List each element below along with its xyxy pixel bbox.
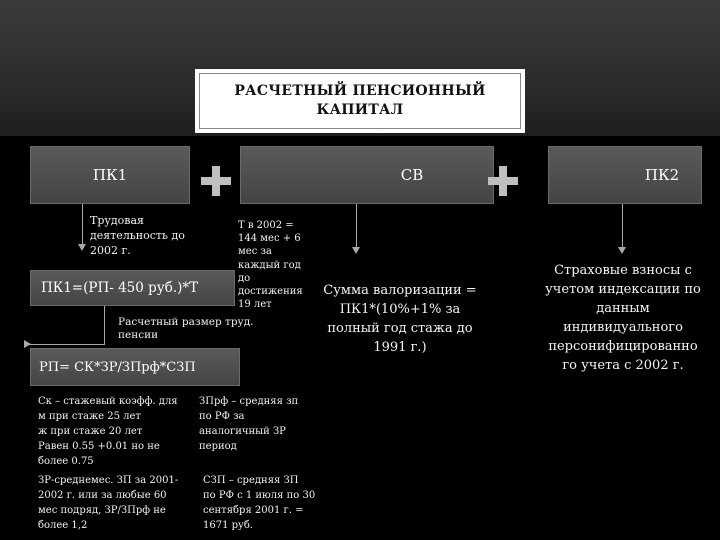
rp-formula: РП= СК*ЗР/ЗПрф*СЗП bbox=[39, 359, 196, 375]
sv-box bbox=[240, 146, 494, 204]
t-note-line: достижения bbox=[238, 286, 303, 298]
valorization-line: Сумма валоризации = bbox=[323, 283, 477, 298]
rp-formula-box bbox=[30, 348, 240, 386]
note-line: СЗП – средняя ЗП bbox=[203, 475, 299, 486]
note-line: период bbox=[199, 441, 237, 452]
sk-note bbox=[38, 394, 198, 469]
labor-line-1: Трудовая bbox=[90, 214, 144, 227]
insurance-line: данным bbox=[596, 301, 650, 316]
t-note-line: каждый год bbox=[238, 259, 301, 271]
labor-line-3: 2002 г. bbox=[90, 244, 131, 257]
plus-icon bbox=[488, 166, 518, 196]
arrow-down-icon bbox=[618, 247, 626, 254]
zr-note bbox=[38, 473, 198, 533]
insurance-line: индивидуального bbox=[563, 320, 683, 335]
note-line: ж при стаже 20 лет bbox=[38, 426, 143, 437]
calc-size-text bbox=[118, 316, 268, 342]
note-line: Ск – стажевый коэфф. для bbox=[38, 396, 178, 407]
plus-icon bbox=[201, 166, 231, 196]
connector bbox=[356, 204, 357, 248]
pk1-label: ПК1 bbox=[92, 166, 128, 184]
t-note-line: мес за bbox=[238, 246, 272, 258]
note-line: ЗР-среднемес. ЗП за 2001- bbox=[38, 475, 179, 486]
note-line: 2002 г. или за любые 60 bbox=[38, 490, 167, 501]
pk2-box bbox=[548, 146, 702, 204]
title-line-1: РАСЧЕТНЫЙ ПЕНСИОННЫЙ bbox=[234, 83, 486, 99]
valorization-line: ПК1*(10%+1% за bbox=[339, 302, 461, 317]
pk1-formula-box bbox=[30, 270, 235, 306]
insurance-line: учетом индексации по bbox=[545, 282, 701, 297]
connector bbox=[104, 306, 105, 344]
connector bbox=[24, 344, 105, 345]
t-note-line: 19 лет bbox=[238, 299, 272, 311]
labor-activity-text bbox=[90, 213, 210, 258]
insurance-line: персонифицированно bbox=[548, 339, 698, 354]
note-line: мес подряд, ЗР/ЗПрф не bbox=[38, 505, 166, 516]
note-line: сентября 2001 г. = bbox=[203, 505, 304, 516]
t-note-line: 144 мес + 6 bbox=[238, 233, 301, 245]
insurance-line: го учета с 2002 г. bbox=[562, 358, 684, 373]
valorization-text bbox=[300, 281, 500, 357]
note-line: м при стаже 25 лет bbox=[38, 411, 141, 422]
connector bbox=[622, 204, 623, 248]
note-line: ЗПрф – средняя зп bbox=[199, 396, 299, 407]
calc-size-line-2: пенсии bbox=[118, 329, 159, 341]
arrow-down-icon bbox=[352, 247, 360, 254]
title-line-2: КАПИТАЛ bbox=[316, 102, 404, 118]
t-note-line: Т в 2002 = bbox=[238, 220, 294, 231]
pk1-formula: ПК1=(РП- 450 руб.)*Т bbox=[41, 280, 199, 296]
insurance-text bbox=[528, 261, 718, 375]
valorization-line: 1991 г.) bbox=[373, 340, 427, 355]
labor-line-2: деятельность до bbox=[90, 229, 185, 242]
note-line: более 1,2 bbox=[38, 520, 88, 531]
pk1-box bbox=[30, 146, 190, 204]
connector bbox=[82, 204, 83, 246]
note-line: более 0.75 bbox=[38, 456, 94, 467]
valorization-line: полный год стажа до bbox=[327, 321, 473, 336]
note-line: аналогичный ЗР bbox=[199, 426, 286, 437]
arrow-down-icon bbox=[78, 244, 86, 251]
insurance-line: Страховые взносы с bbox=[554, 263, 692, 278]
t-note-line: до bbox=[238, 272, 251, 284]
note-line: Равен 0.55 +0.01 но не bbox=[38, 441, 160, 452]
szp-note bbox=[203, 473, 333, 533]
sv-label: СВ bbox=[400, 166, 424, 184]
pk2-label: ПК2 bbox=[644, 166, 680, 184]
title-box bbox=[196, 70, 524, 132]
note-line: по РФ с 1 июля по 30 bbox=[203, 490, 316, 501]
note-line: по РФ за bbox=[199, 411, 245, 422]
calc-size-line-1: Расчетный размер труд. bbox=[118, 316, 254, 328]
zprf-note bbox=[199, 394, 319, 454]
note-line: 1671 руб. bbox=[203, 520, 254, 531]
